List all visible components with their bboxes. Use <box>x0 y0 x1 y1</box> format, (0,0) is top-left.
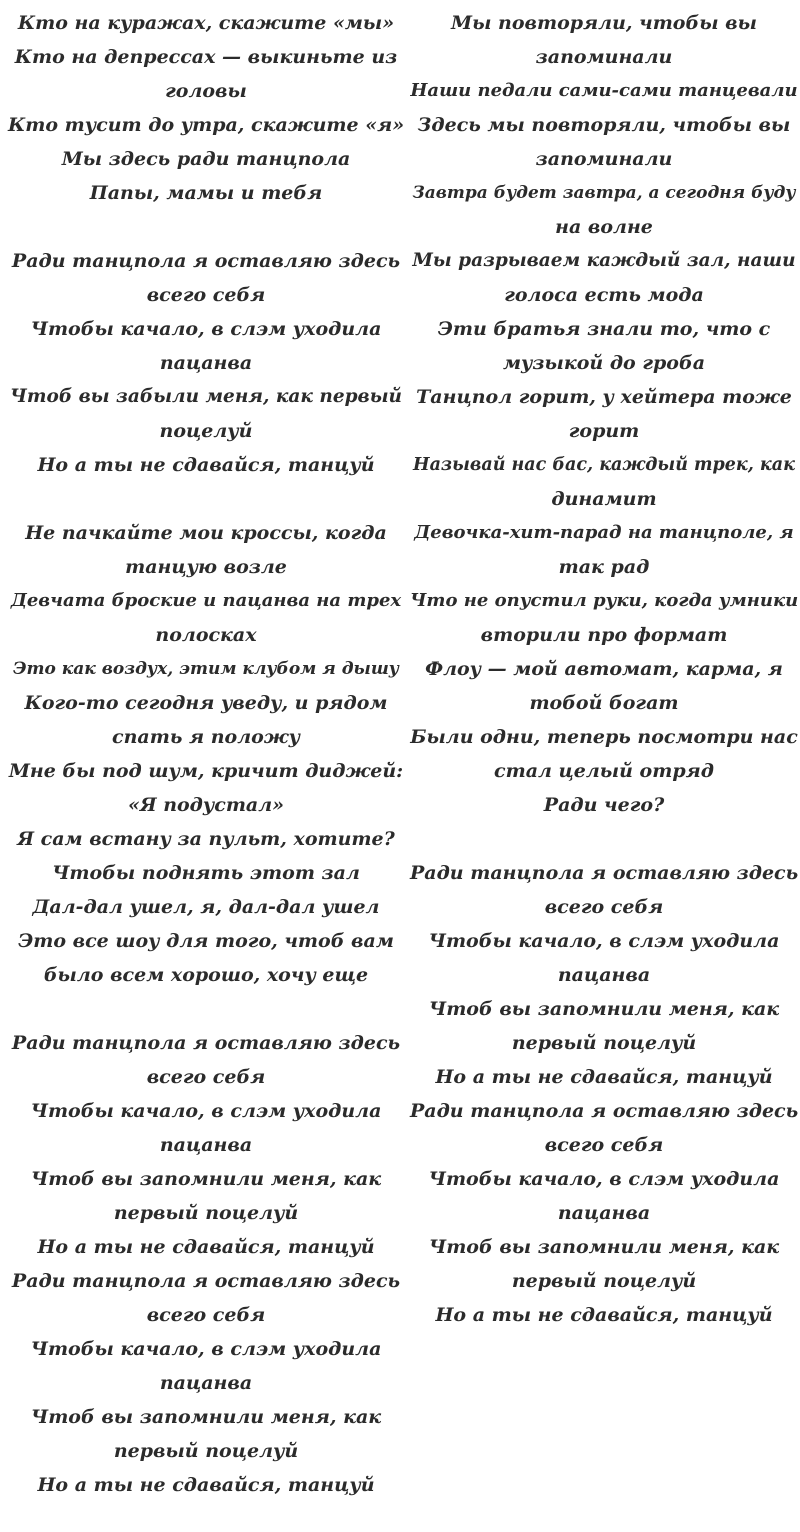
lyric-line: пацанва <box>557 964 651 986</box>
lyric-line: Это как воздух, этим клубом я дышу <box>13 659 399 679</box>
lyric-line: всего себя <box>146 1304 266 1326</box>
lyric-line: Но а ты не сдавайся, танцуй <box>37 1236 375 1258</box>
lyric-line: так рад <box>558 556 650 578</box>
lyric-line: Но а ты не сдавайся, танцуй <box>37 1474 375 1496</box>
stanza-gap <box>8 482 404 516</box>
lyric-line: Мы здесь ради танцпола <box>61 148 351 170</box>
lyric-line: Чтобы качало, в слэм уходила <box>428 1168 780 1190</box>
lyric-line: Кто на куражах, скажите «мы» <box>17 12 395 34</box>
lyric-line: Но а ты не сдавайся, танцуй <box>435 1066 773 1088</box>
stanza <box>8 244 404 482</box>
lyric-line: пацанва <box>557 1202 651 1224</box>
lyric-line: Ради танцпола я оставляю здесь <box>11 1270 401 1292</box>
lyric-line: горит <box>568 420 640 442</box>
lyric-line: Дал-дал ушел, я, дал-дал ушел <box>32 896 380 918</box>
lyric-line: музыкой до гроба <box>502 352 706 374</box>
lyric-line: поцелуй <box>159 420 253 442</box>
lyric-line: Чтоб вы запомнили меня, как <box>30 1406 382 1428</box>
lyric-line: всего себя <box>146 284 266 306</box>
lyric-line: Чтоб вы забыли меня, как первый <box>10 386 402 407</box>
lyrics-column-left <box>8 6 404 1502</box>
lyric-line: первый поцелуй <box>113 1202 299 1224</box>
lyric-line: Что не опустил руки, когда умники <box>410 590 799 611</box>
lyric-line: Чтобы качало, в слэм уходила <box>30 1100 382 1122</box>
lyric-line: Не пачкайте мои кроссы, когда <box>25 522 387 544</box>
lyric-line: Это все шоу для того, чтоб вам <box>18 930 394 952</box>
lyric-line: «Я подустал» <box>127 794 285 816</box>
lyric-line: Но а ты не сдавайся, танцуй <box>37 454 375 476</box>
lyric-line: Мы повторяли, чтобы вы <box>451 12 757 34</box>
lyric-line: головы <box>165 80 247 102</box>
lyric-line: Чтоб вы запомнили меня, как <box>428 998 780 1020</box>
lyric-line: Ради танцпола я оставляю здесь <box>410 862 799 884</box>
lyric-line: тобой богат <box>529 692 679 714</box>
stanza-gap <box>8 210 404 244</box>
lyric-line: Ради танцпола я оставляю здесь <box>11 1032 401 1054</box>
lyric-line: Мне бы под шум, кричит диджей: <box>8 760 404 782</box>
lyric-line: голоса есть мода <box>504 284 704 306</box>
lyric-line: Чтобы поднять этот зал <box>52 862 360 884</box>
lyric-line: Завтра будет завтра, а сегодня буду <box>412 183 796 203</box>
lyric-line: Папы, мамы и тебя <box>89 182 323 204</box>
lyric-line: пацанва <box>159 1134 253 1156</box>
stanza <box>410 856 798 1332</box>
lyric-line: всего себя <box>544 896 664 918</box>
lyric-line: Но а ты не сдавайся, танцуй <box>435 1304 773 1326</box>
lyric-line: на волне <box>555 216 653 238</box>
lyric-line: Чтобы качало, в слэм уходила <box>30 318 382 340</box>
lyric-line: Эти братья знали то, что с <box>437 318 771 340</box>
lyric-line: вторили про формат <box>480 624 728 646</box>
lyric-line: запоминали <box>535 148 673 170</box>
lyric-line: Были одни, теперь посмотри нас <box>410 726 798 748</box>
lyric-line: стал целый отряд <box>494 760 714 782</box>
lyric-line: Ради танцпола я оставляю здесь <box>11 250 401 272</box>
lyric-line: Называй нас бас, каждый трек, как <box>413 455 795 475</box>
lyric-line: первый поцелуй <box>113 1440 299 1462</box>
stanza-gap <box>8 992 404 1026</box>
stanza <box>8 1026 404 1502</box>
stanza-gap <box>410 822 798 856</box>
lyric-line: первый поцелуй <box>511 1032 697 1054</box>
lyric-line: Мы разрываем каждый зал, наши <box>412 250 796 271</box>
lyric-line: Девчата броские и пацанва на трех <box>10 590 402 611</box>
lyric-line: полосках <box>155 624 257 646</box>
lyric-line: танцую возле <box>125 556 287 578</box>
lyric-line: Кто на депрессах — выкиньте из <box>14 46 398 68</box>
lyric-line: пацанва <box>159 352 253 374</box>
lyric-line: Девочка-хит-парад на танцполе, я <box>414 522 794 543</box>
lyrics-column-right <box>410 6 798 1332</box>
lyric-line: первый поцелуй <box>511 1270 697 1292</box>
lyric-line: динамит <box>551 488 657 510</box>
lyric-line: запоминали <box>535 46 673 68</box>
lyric-line: Ради чего? <box>543 794 665 816</box>
lyric-line: Кто тусит до утра, скажите «я» <box>8 114 405 136</box>
lyric-line: спать я положу <box>112 726 300 748</box>
stanza <box>8 6 404 210</box>
stanza <box>8 516 404 992</box>
lyric-line: всего себя <box>544 1134 664 1156</box>
stanza <box>410 6 798 822</box>
lyric-line: Чтобы качало, в слэм уходила <box>30 1338 382 1360</box>
lyric-line: Танцпол горит, у хейтера тоже <box>416 386 792 408</box>
lyric-line: Чтоб вы запомнили меня, как <box>428 1236 780 1258</box>
lyric-line: Ради танцпола я оставляю здесь <box>410 1100 799 1122</box>
lyric-line: Чтобы качало, в слэм уходила <box>428 930 780 952</box>
lyric-line: Кого-то сегодня уведу, и рядом <box>24 692 388 714</box>
lyric-line: Я сам встану за пульт, хотите? <box>17 828 395 850</box>
lyric-line: Чтоб вы запомнили меня, как <box>30 1168 382 1190</box>
lyric-line: пацанва <box>159 1372 253 1394</box>
lyric-line: было всем хорошо, хочу еще <box>43 964 369 986</box>
lyric-line: всего себя <box>146 1066 266 1088</box>
lyric-line: Здесь мы повторяли, чтобы вы <box>417 114 791 136</box>
lyric-line: Наши педали сами-сами танцевали <box>410 80 798 101</box>
lyric-line: Флоу — мой автомат, карма, я <box>425 658 783 680</box>
